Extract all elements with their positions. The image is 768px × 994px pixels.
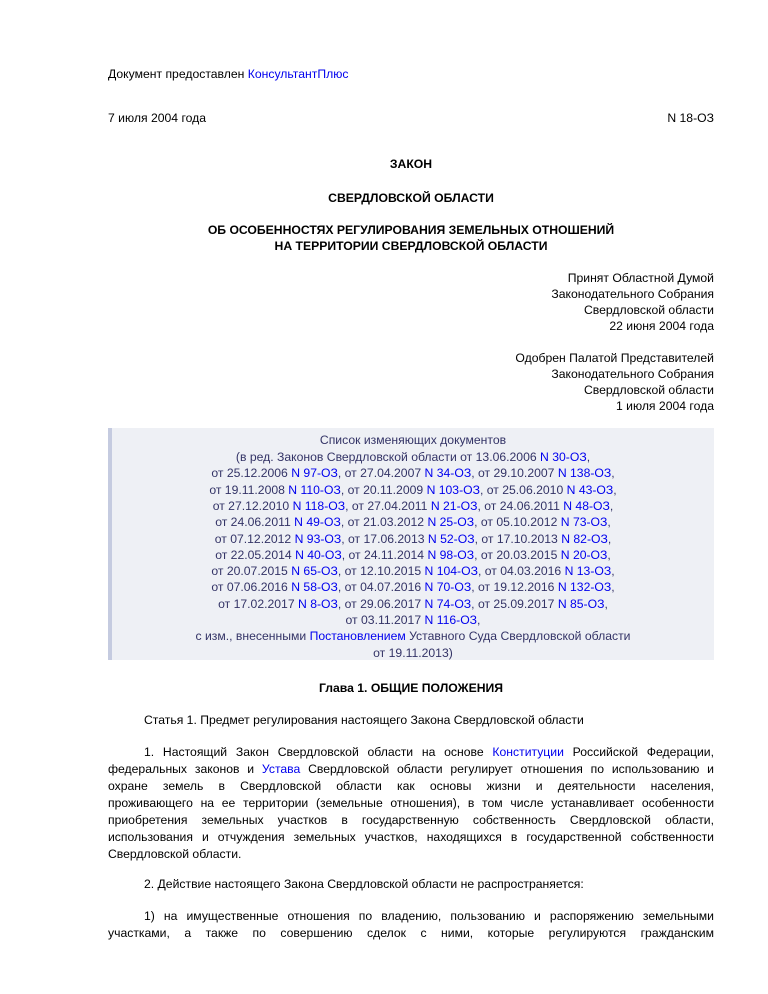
changes-text: , от 19.12.2016 [471,580,558,595]
changes-text: , [607,531,612,546]
charter-link[interactable]: Устава [261,762,301,776]
changes-text: , от 25.09.2017 [471,596,558,611]
date-line [108,110,714,127]
changes-text: от 07.06.2016 [211,580,292,595]
amendment-link[interactable]: N 65-ОЗ [291,564,338,579]
amendment-link[interactable]: N 48-ОЗ [563,498,610,513]
consultant-plus-link[interactable]: КонсультантПлюс [247,67,349,81]
changes-text: , от 04.07.2016 [337,580,425,595]
law-date: 7 июля 2004 года [108,111,207,125]
amendment-link[interactable]: N 110-ОЗ [288,482,341,497]
p1-line-2: федеральных законов и Устава Свердловской области регулирует отношения по использованию и [108,762,714,776]
changes-text: с изм., внесенными [195,629,310,644]
changes-text: от 22.05.2014 [215,547,296,562]
changes-line [112,482,714,499]
amendment-link[interactable]: N 49-ОЗ [294,515,341,530]
amendment-link[interactable]: N 118-ОЗ [292,498,346,513]
changes-line [112,645,714,662]
changes-line [112,612,714,629]
article-heading: Статья 1. Предмет регулирования настоящего Закона Свердловской области [144,713,584,727]
changes-text: , от 27.04.2011 [345,498,431,513]
changes-text: от 24.06.2011 [215,515,295,530]
adopted-line-1: Принят Областной Думой [567,271,714,285]
changes-text: (в ред. Законов Свердловской области от 13.06.2006 [235,450,541,464]
amendment-link[interactable]: N 82-ОЗ [561,531,608,546]
amendment-link[interactable]: N 93-ОЗ [294,531,342,546]
chapter-heading: Глава 1. ОБЩИЕ ПОЛОЖЕНИЯ [318,681,504,695]
title-law: ЗАКОН [389,157,433,171]
changes-line [112,465,714,482]
amendment-link[interactable]: N 40-ОЗ [295,547,342,562]
p1-line-4: проживающего на ее территории (земельные отношения), в том числе устанавливает особенности [108,796,714,810]
amendment-link[interactable]: N 103-ОЗ [426,482,480,497]
changes-text: , [586,450,591,464]
p1-line-6: использования и отчуждения земельных участков, находящихся в государственной собственности [108,830,714,844]
changes-heading: Список изменяющих документов [319,433,507,447]
changes-text: , [611,564,615,579]
changes-text: , [611,580,615,595]
title-subject-2: НА ТЕРРИТОРИИ СВЕРДЛОВСКОЙ ОБЛАСТИ [274,239,548,253]
amendment-link[interactable]: N 52-ОЗ [427,531,475,546]
amendment-link[interactable]: N 43-ОЗ [566,482,614,497]
changes-text: , от 04.03.2016 [477,564,565,579]
changes-line [112,531,714,548]
p1-line-1: 1. Настоящий Закон Свердловской области на основе Конституции Российской Федерации, [144,745,714,759]
changes-text: от 07.12.2012 [214,531,295,546]
amendment-link[interactable]: N 21-ОЗ [430,498,478,513]
p3-line-1: 1) на имущественные отношения по владению, пользованию и распоряжению земельными [144,909,714,923]
adopted-line-3: Свердловской области [583,303,714,317]
changes-line [112,563,714,580]
amendment-link[interactable]: Постановлением [309,629,406,644]
changes-text: от 17.02.2017 [218,596,298,611]
changes-text: , [609,498,614,513]
changes-text: , от 17.10.2013 [474,531,562,546]
amendment-link[interactable]: N 25-ОЗ [427,515,475,530]
changes-text: от 25.12.2006 [211,466,292,481]
amendment-link[interactable]: N 85-ОЗ [557,596,605,611]
changes-text: , [607,515,611,530]
changes-line [112,596,714,613]
changes-line [112,498,714,515]
changes-text: , [607,547,611,562]
amendment-link[interactable]: N 104-ОЗ [424,564,478,579]
changes-text: от 19.11.2013) [373,645,453,660]
amendment-link[interactable]: N 138-ОЗ [557,466,612,481]
changes-line [112,514,714,531]
changes-text: , [611,466,615,481]
p1-line-7: Свердловской области. [108,847,242,861]
amendment-link[interactable]: N 13-ОЗ [564,564,612,579]
changes-text: , от 05.10.2012 [474,515,561,530]
amendment-link[interactable]: N 58-ОЗ [291,580,338,595]
amendment-link[interactable]: N 34-ОЗ [424,466,472,481]
changes-text: , от 17.06.2013 [341,531,428,546]
changes-line [112,579,714,596]
title-subject-1: ОБ ОСОБЕННОСТЯХ РЕГУЛИРОВАНИЯ ЗЕМЕЛЬНЫХ ОТНОШЕНИЙ [207,223,615,237]
law-number: N 18-ОЗ [667,111,714,125]
changes-line [112,628,714,645]
constitution-link[interactable]: Конституции [492,745,564,759]
changes-text: , [477,613,481,627]
changes-text: от 20.07.2015 [211,564,292,579]
changes-text: от 19.11.2008 [209,482,289,497]
p1-line-3: охране земель в Свердловской области как основы жизни и деятельности населения, [108,779,714,793]
changes-line [112,547,714,564]
change-documents-box [108,428,714,660]
changes-text: , от 24.06.2011 [477,498,564,513]
adopted-line-2: Законодательного Собрания [551,287,714,301]
amendment-link[interactable]: N 20-ОЗ [560,547,608,562]
title-region: СВЕРДЛОВСКОЙ ОБЛАСТИ [328,191,494,205]
provided-by: Документ предоставлен КонсультантПлюс [108,67,349,81]
amendment-link[interactable]: N 30-ОЗ [540,450,587,464]
amendment-link[interactable]: N 70-ОЗ [424,580,472,595]
changes-text: , [613,482,617,497]
amendment-link[interactable]: N 8-ОЗ [298,596,338,611]
amendment-link[interactable]: N 132-ОЗ [557,580,612,595]
amendment-link[interactable]: N 116-ОЗ [424,613,478,627]
p3-line-2: участками, а также по совершению сделок с ними, которые регулируются гражданским [108,926,714,940]
changes-text: , от 21.03.2012 [340,515,428,530]
changes-text: , от 20.11.2009 [340,482,427,497]
changes-text: , от 24.11.2014 [341,547,428,562]
adopted-date: 22 июня 2004 года [609,319,714,333]
amendment-link[interactable]: N 73-ОЗ [560,515,608,530]
changes-text: Уставного Суда Свердловской области [405,629,631,644]
changes-text: от 27.12.2010 [212,498,293,513]
changes-text: , от 12.10.2015 [337,564,425,579]
amendment-link[interactable]: N 97-ОЗ [291,466,338,481]
changes-text: , от 29.06.2017 [337,596,425,611]
approved-date: 1 июля 2004 года [615,399,714,413]
amendment-link[interactable]: N 74-ОЗ [424,596,472,611]
p2: 2. Действие настоящего Закона Свердловской области не распространяется: [144,877,584,891]
changes-text: , от 25.06.2010 [479,482,567,497]
changes-line [112,449,714,466]
p1-line-5: приобретения земельных участков в государственную собственность Свердловской области, [108,813,714,827]
changes-text: от 03.11.2017 [345,613,425,627]
approved-line-1: Одобрен Палатой Представителей [515,351,714,365]
approved-line-3: Свердловской области [583,383,714,397]
changes-text: , от 27.04.2007 [337,466,425,481]
changes-text: , от 29.10.2007 [471,466,558,481]
changes-text: , от 20.03.2015 [474,547,561,562]
amendment-link[interactable]: N 98-ОЗ [427,547,475,562]
approved-line-2: Законодательного Собрания [551,367,714,381]
changes-text: , [604,596,608,611]
